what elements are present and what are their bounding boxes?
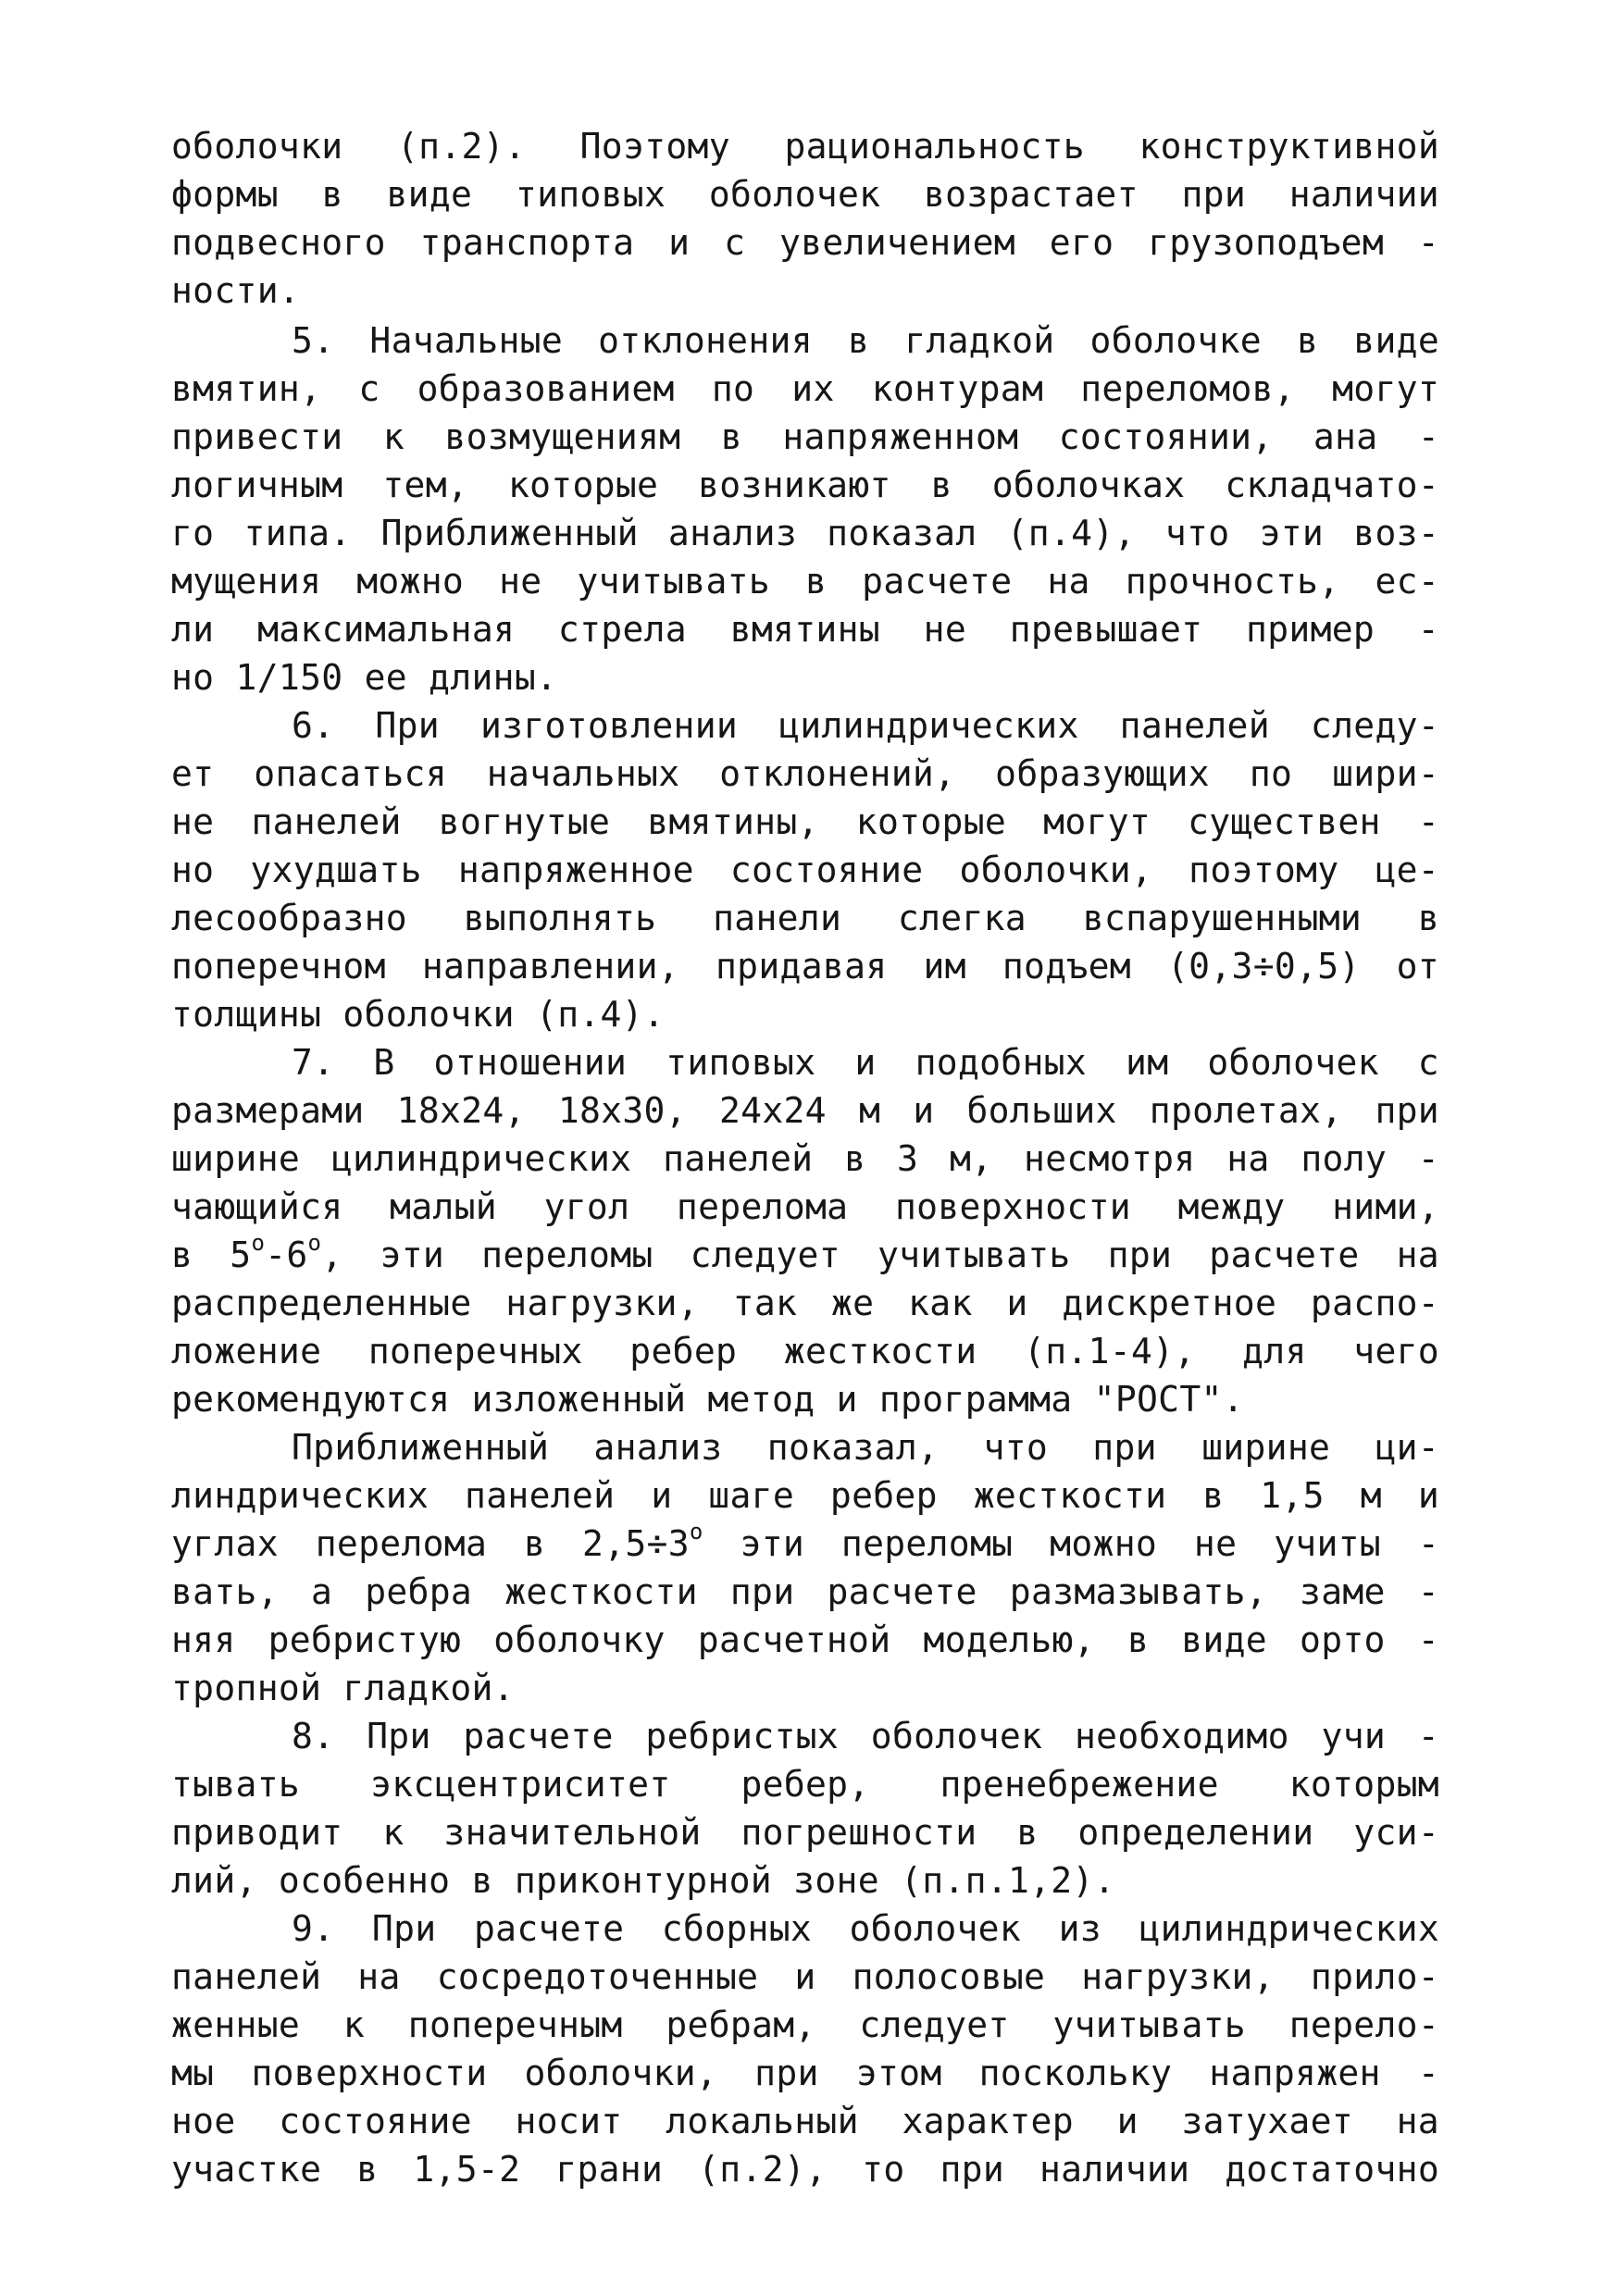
text-line: вать, а ребра жесткости при расчете размазывать, заме - [171, 1571, 1439, 1612]
paragraph-7-first-line: 7. В отношении типовых и подобных им оболочек с [292, 1042, 1439, 1083]
text-line-with-degrees [171, 1520, 1439, 1568]
text-fragment: эти переломы можно не учиты - [703, 1523, 1439, 1564]
text-fragment: , эти переломы следует учитывать при расчете на [321, 1235, 1439, 1275]
text-line: панелей на сосредоточенные и полосовые нагрузки, прило- [171, 1956, 1439, 1997]
text-line: распределенные нагрузки, так же как и дискретное распо- [171, 1283, 1439, 1323]
text-line: лий, особенно в приконтурной зоне (п.п.1,2). [171, 1860, 1115, 1901]
text-line: подвесного транспорта и с увеличением его грузоподъем - [171, 222, 1439, 263]
text-fragment: в 5 [171, 1235, 252, 1275]
text-line: мы поверхности оболочки, при этом поскольку напряжен - [171, 2053, 1439, 2093]
degree-superscript: о [251, 1230, 266, 1257]
text-line: тропной гладкой. [171, 1668, 515, 1708]
text-line: ное состояние носит локальный характер и затухает на [171, 2101, 1439, 2141]
text-line: не панелей вогнутые вмятины, которые могут существен - [171, 801, 1439, 842]
text-line: рекомендуются изложенный метод и программа "РОСТ". [171, 1379, 1244, 1420]
paragraph-8-first-line: 8. При расчете ребристых оболочек необходимо учи - [292, 1716, 1439, 1756]
text-line: мущения можно не учитывать в расчете на прочность, ес- [171, 561, 1439, 602]
text-line: логичным тем, которые возникают в оболочках складчато- [171, 465, 1439, 505]
text-line: формы в виде типовых оболочек возрастает при наличии [171, 174, 1439, 215]
text-line: толщины оболочки (п.4). [171, 994, 666, 1035]
text-line: няя ребристую оболочку расчетной моделью, в виде орто - [171, 1620, 1439, 1660]
text-line: женные к поперечным ребрам, следует учитывать перело- [171, 2004, 1439, 2045]
text-line: но ухудшать напряженное состояние оболочки, поэтому це- [171, 850, 1439, 890]
text-line: лесообразно выполнять панели слегка вспарушенными в [171, 898, 1439, 938]
text-line: вмятин, с образованием по их контурам переломов, могут [171, 368, 1439, 409]
degree-superscript: о [689, 1519, 703, 1545]
degree-superscript: о [307, 1230, 322, 1257]
paragraph-first-line: Приближенный анализ показал, что при ширине ци- [292, 1427, 1439, 1468]
text-line: линдрических панелей и шаге ребер жесткости в 1,5 м и [171, 1475, 1439, 1516]
text-line: ширине цилиндрических панелей в 3 м, несмотря на полу - [171, 1138, 1439, 1179]
paragraph-6-first-line: 6. При изготовлении цилиндрических панелей следу- [292, 705, 1439, 746]
text-line: ет опасаться начальных отклонений, образующих по шири- [171, 753, 1439, 794]
text-line: ложение поперечных ребер жесткости (п.1-4), для чего [171, 1331, 1439, 1371]
text-line-with-degrees [171, 1231, 1439, 1279]
paragraph-5-first-line: 5. Начальные отклонения в гладкой оболочке в виде [292, 320, 1439, 361]
text-line: ности. [171, 270, 301, 311]
text-fragment: углах перелома в 2,5÷3 [171, 1523, 690, 1564]
text-line: тывать эксцентриситет ребер, пренебрежение которым [171, 1764, 1439, 1805]
paragraph-9-first-line: 9. При расчете сборных оболочек из цилиндрических [292, 1908, 1439, 1949]
text-line: оболочки (п.2). Поэтому рациональность конструктивной [171, 126, 1439, 167]
text-line: но 1/150 ее длины. [171, 657, 558, 698]
text-line: ли максимальная стрела вмятины не превышает пример - [171, 609, 1439, 650]
text-line: привести к возмущениям в напряженном состоянии, ана - [171, 416, 1439, 457]
text-line: поперечном направлении, придавая им подъем (0,3÷0,5) от [171, 946, 1439, 987]
text-line: участке в 1,5-2 грани (п.2), то при наличии достаточно [171, 2149, 1439, 2190]
text-line: го типа. Приближенный анализ показал (п.4), что эти воз- [171, 513, 1439, 553]
text-line: приводит к значительной погрешности в определении уси- [171, 1812, 1439, 1853]
text-line: размерами 18x24, 18x30, 24x24 м и больших пролетах, при [171, 1090, 1439, 1131]
text-fragment: -6 [265, 1235, 308, 1275]
text-line: чающийся малый угол перелома поверхности между ними, [171, 1186, 1439, 1227]
